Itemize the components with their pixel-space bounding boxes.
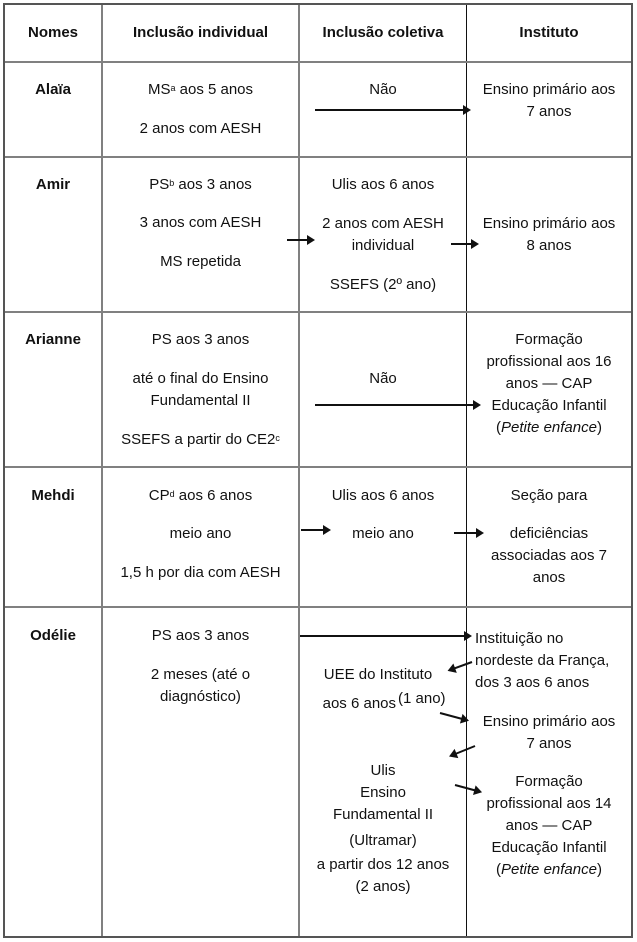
- line: dos 3 aos 6 anos: [475, 674, 590, 691]
- line: 3 anos com AESH: [139, 214, 262, 231]
- line: Não: [369, 81, 397, 98]
- header-nomes: [5, 5, 101, 61]
- line: Instituição no: [475, 630, 564, 647]
- row-name-mehdi: [5, 468, 101, 606]
- line: profissional aos 16: [486, 353, 612, 370]
- line: Formação: [515, 331, 583, 348]
- odelie-individual: [103, 608, 298, 938]
- alaia-instituto: [467, 63, 631, 156]
- line: Ulis aos 6 anos: [331, 176, 435, 193]
- line: 7 anos: [526, 735, 572, 752]
- line: Ensino primário aos: [482, 215, 616, 232]
- header-individual: [103, 5, 298, 61]
- line: 2 anos com AESH: [139, 120, 262, 137]
- line: (Petite enfance): [496, 419, 602, 436]
- mehdi-coletiva: [300, 468, 466, 606]
- header-label: Nomes: [27, 24, 79, 41]
- line: (1 ano): [398, 690, 446, 707]
- odelie-coletiva: [300, 608, 466, 938]
- header-label: Instituto: [519, 24, 579, 41]
- line: deficiências: [509, 525, 589, 542]
- line: Educação Infantil: [491, 839, 607, 856]
- line: MS repetida: [160, 253, 241, 270]
- row-name-alaia: [5, 63, 101, 156]
- line: (2 anos): [355, 878, 411, 895]
- odelie-instituto: [467, 608, 631, 938]
- name-label: Alaïa: [35, 81, 71, 98]
- line: 7 anos: [526, 103, 572, 120]
- line: 2 anos com AESH: [322, 215, 444, 232]
- line: individual: [351, 237, 415, 254]
- line: Ulis: [370, 762, 396, 779]
- line: anos — CAP: [505, 817, 593, 834]
- line: associadas aos 7: [491, 547, 607, 564]
- arrow-right-icon: [287, 239, 313, 241]
- line: profissional aos 14: [486, 795, 612, 812]
- line: nordeste da França,: [475, 652, 610, 669]
- amir-coletiva: [300, 158, 466, 311]
- line: PS aos 3 anos: [151, 627, 250, 644]
- arrow-right-icon: [315, 109, 469, 111]
- line: até o final do Ensino: [132, 370, 269, 387]
- arianne-individual: [103, 313, 298, 466]
- amir-individual: [103, 158, 298, 311]
- line: Educação Infantil: [491, 397, 607, 414]
- line: Ulis aos 6 anos: [331, 487, 435, 504]
- arrow-right-icon: [301, 529, 329, 531]
- row-name-amir: [5, 158, 101, 311]
- arrow-right-icon: [451, 243, 477, 245]
- amir-instituto: [467, 158, 631, 311]
- line: diagnóstico): [160, 688, 241, 705]
- alaia-individual: [103, 63, 298, 156]
- header-label: Inclusão coletiva: [322, 24, 444, 41]
- line: $PS^b$ aos 3 anos: [149, 176, 252, 193]
- line: aos 6 anos: [322, 695, 396, 712]
- line: $MS^a$ aos 5 anos: [147, 81, 254, 98]
- row-name-arianne: [5, 313, 101, 466]
- name-label: Mehdi: [31, 487, 75, 504]
- line: Não: [369, 370, 397, 387]
- line: 2 meses (até o: [150, 666, 251, 683]
- line: Fundamental II: [332, 806, 434, 823]
- line: meio ano: [352, 525, 414, 542]
- name-label: Odélie: [30, 627, 76, 644]
- mehdi-instituto: [467, 468, 631, 606]
- line: Ensino: [360, 784, 406, 801]
- header-label: Inclusão individual: [132, 24, 269, 41]
- arrow-right-icon: [300, 635, 470, 637]
- line: Ensino primário aos: [482, 81, 616, 98]
- line: Ensino primário aos: [482, 713, 616, 730]
- inclusion-table: [3, 3, 633, 938]
- name-label: Amir: [35, 176, 71, 193]
- arianne-coletiva: [300, 313, 466, 466]
- arianne-instituto: [467, 313, 631, 466]
- line: a partir dos 12 anos: [316, 856, 450, 873]
- mehdi-individual: [103, 468, 298, 606]
- header-coletiva: [300, 5, 466, 61]
- line: UEE do Instituto: [323, 666, 433, 683]
- arrow-right-icon: [315, 404, 479, 406]
- line: 8 anos: [526, 237, 572, 254]
- line: Formação: [515, 773, 583, 790]
- line: Seção para: [510, 487, 588, 504]
- line: PS aos 3 anos: [151, 331, 250, 348]
- line: SSEFS (2º ano): [329, 276, 437, 293]
- name-label: Arianne: [25, 331, 81, 348]
- row-name-odelie: [5, 608, 101, 938]
- line: meio ano: [169, 525, 232, 542]
- line: 1,5 h por dia com AESH: [120, 564, 281, 581]
- header-instituto: [467, 5, 631, 61]
- line: $CP^d$ aos 6 anos: [148, 487, 253, 504]
- line: (Petite enfance): [496, 861, 602, 878]
- line: anos — CAP: [505, 375, 593, 392]
- line: (Ultramar): [349, 832, 417, 849]
- line: SSEFS a partir do CE2$^c$: [121, 431, 280, 448]
- line: Fundamental II: [150, 392, 251, 409]
- arrow-right-icon: [454, 532, 482, 534]
- line: anos: [532, 569, 566, 586]
